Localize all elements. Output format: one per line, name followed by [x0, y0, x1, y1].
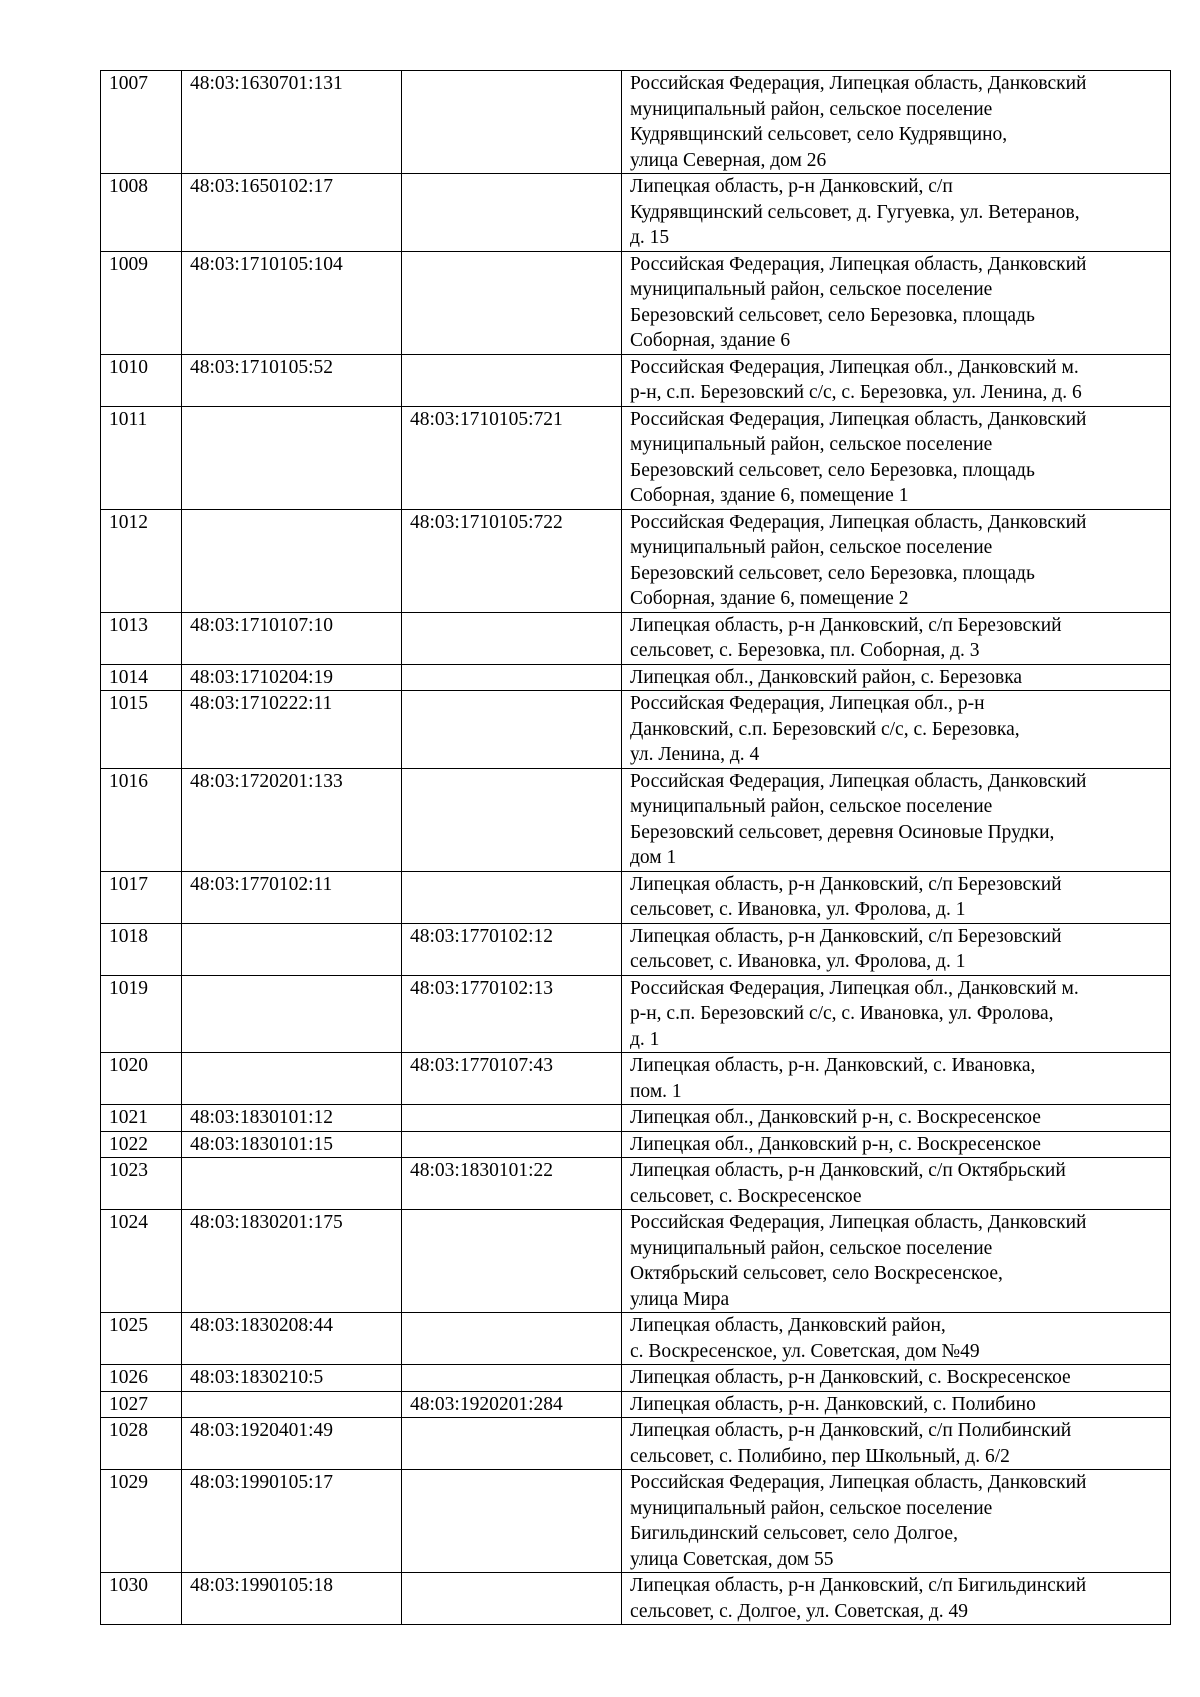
address-cell [622, 1313, 1171, 1365]
table-row [101, 975, 1171, 1053]
row-number: 1012 [101, 509, 182, 612]
cadastral-number-land: 48:03:1830208:44 [182, 1313, 402, 1365]
address-line: Российская Федерация, Липецкая обл., Данковский м. [630, 356, 1079, 378]
table-row [101, 354, 1171, 406]
row-number: 1024 [101, 1210, 182, 1313]
table-row [101, 871, 1171, 923]
cadastral-number-premises: 48:03:1770102:13 [402, 975, 622, 1053]
cadastral-number-land [182, 509, 402, 612]
row-number: 1029 [101, 1470, 182, 1573]
address-line: Российская Федерация, Липецкая область, Данковский [630, 73, 1087, 94]
cadastral-number-land [182, 1053, 402, 1105]
registry-table-body [101, 71, 1171, 1625]
cadastral-number-land [182, 1391, 402, 1418]
table-row [101, 406, 1171, 509]
address-line: улица Мира [630, 1288, 730, 1310]
table-row [101, 691, 1171, 769]
address-cell [622, 975, 1171, 1053]
address-line: д. 1 [630, 1028, 660, 1050]
row-number: 1016 [101, 768, 182, 871]
cadastral-number-land [182, 406, 402, 509]
row-number: 1026 [101, 1365, 182, 1392]
cadastral-number-land: 48:03:1630701:131 [182, 71, 402, 174]
address-line: Липецкая область, р-н Данковский, с/п Березовский [630, 925, 1062, 947]
address-line: д. 15 [630, 227, 670, 248]
cadastral-number-premises [402, 664, 622, 691]
address-line: Российская Федерация, Липецкая область, Данковский [630, 1472, 1087, 1493]
cadastral-number-premises [402, 1365, 622, 1392]
address-line: Липецкая область, р-н Данковский, с/п Бигильдинский [630, 1575, 1087, 1596]
address-line: Российская Федерация, Липецкая обл., Данковский м. [630, 977, 1079, 999]
row-number: 1014 [101, 664, 182, 691]
address-cell [622, 1470, 1171, 1573]
address-line: Липецкая область, Данковский район, [630, 1315, 946, 1336]
cadastral-number-land [182, 1158, 402, 1210]
cadastral-number-premises [402, 691, 622, 769]
address-line: Липецкая обл., Данковский р-н, с. Воскресенское [630, 1133, 1041, 1155]
cadastral-number-premises [402, 251, 622, 354]
table-row [101, 1365, 1171, 1392]
table-row [101, 1573, 1171, 1625]
address-line: сельсовет, с. Воскресенское [630, 1185, 862, 1207]
cadastral-number-land: 48:03:1710105:52 [182, 354, 402, 406]
address-line: Бигильдинский сельсовет, село Долгое, [630, 1523, 958, 1544]
table-row [101, 664, 1171, 691]
address-line: Березовский сельсовет, село Березовка, площадь [630, 304, 1035, 326]
address-line: муниципальный район, сельское поселение [630, 537, 993, 558]
registry-table [100, 70, 1171, 1625]
table-row [101, 1313, 1171, 1365]
row-number: 1020 [101, 1053, 182, 1105]
table-row [101, 1158, 1171, 1210]
row-number: 1015 [101, 691, 182, 769]
address-cell [622, 691, 1171, 769]
address-line: Липецкая область, р-н Данковский, с. Воскресенское [630, 1367, 1071, 1388]
address-line: Липецкая обл., Данковский р-н, с. Воскресенское [630, 1107, 1041, 1128]
address-line: Липецкая область, р-н Данковский, с/п Березовский [630, 614, 1062, 636]
row-number: 1010 [101, 354, 182, 406]
cadastral-number-premises: 48:03:1920201:284 [402, 1391, 622, 1418]
row-number: 1013 [101, 612, 182, 664]
address-line: сельсовет, с. Долгое, ул. Советская, д. 49 [630, 1600, 968, 1622]
address-line: Березовский сельсовет, деревня Осиновые Прудки, [630, 821, 1055, 843]
row-number: 1023 [101, 1158, 182, 1210]
address-line: муниципальный район, сельское поселение [630, 1497, 993, 1519]
address-line: улица Советская, дом 55 [630, 1548, 834, 1570]
address-cell [622, 354, 1171, 406]
row-number: 1030 [101, 1573, 182, 1625]
row-number: 1017 [101, 871, 182, 923]
address-line: Березовский сельсовет, село Березовка, площадь [630, 562, 1035, 584]
cadastral-number-land: 48:03:1650102:17 [182, 174, 402, 252]
cadastral-number-land: 48:03:1830101:15 [182, 1131, 402, 1158]
cadastral-number-land: 48:03:1710204:19 [182, 664, 402, 691]
cadastral-number-premises [402, 612, 622, 664]
cadastral-number-premises [402, 1105, 622, 1132]
address-cell [622, 1158, 1171, 1210]
cadastral-number-premises [402, 354, 622, 406]
address-line: сельсовет, с. Ивановка, ул. Фролова, д. 1 [630, 951, 966, 972]
row-number: 1021 [101, 1105, 182, 1132]
table-row [101, 612, 1171, 664]
address-line: улица Северная, дом 26 [630, 149, 827, 171]
address-line: Российская Федерация, Липецкая обл., р-н [630, 693, 985, 714]
table-row [101, 1391, 1171, 1418]
table-row [101, 1105, 1171, 1132]
table-row [101, 174, 1171, 252]
address-cell [622, 1210, 1171, 1313]
cadastral-number-land [182, 975, 402, 1053]
address-line: Российская Федерация, Липецкая область, Данковский [630, 408, 1087, 430]
cadastral-number-land: 48:03:1830210:5 [182, 1365, 402, 1392]
cadastral-number-premises [402, 1470, 622, 1573]
row-number: 1008 [101, 174, 182, 252]
address-line: Липецкая обл., Данковский район, с. Березовка [630, 666, 1023, 688]
address-line: муниципальный район, сельское поселение [630, 434, 993, 455]
table-row [101, 251, 1171, 354]
row-number: 1027 [101, 1391, 182, 1418]
cadastral-number-premises [402, 871, 622, 923]
cadastral-number-land: 48:03:1830201:175 [182, 1210, 402, 1313]
row-number: 1009 [101, 251, 182, 354]
address-line: Российская Федерация, Липецкая область, Данковский [630, 770, 1087, 792]
cadastral-number-land: 48:03:1770102:11 [182, 871, 402, 923]
document-page [100, 70, 1170, 1625]
table-row [101, 509, 1171, 612]
address-line: р-н, с.п. Березовский с/с, с. Ивановка, ул. Фролова, [630, 1003, 1054, 1024]
cadastral-number-land: 48:03:1990105:17 [182, 1470, 402, 1573]
address-line: ул. Ленина, д. 4 [630, 744, 760, 765]
table-row [101, 923, 1171, 975]
cadastral-number-premises: 48:03:1710105:721 [402, 406, 622, 509]
address-line: Липецкая область, р-н Данковский, с/п Березовский [630, 873, 1062, 895]
address-line: Березовский сельсовет, село Березовка, площадь [630, 459, 1035, 481]
address-line: Российская Федерация, Липецкая область, Данковский [630, 1212, 1087, 1233]
cadastral-number-premises [402, 1573, 622, 1625]
row-number: 1022 [101, 1131, 182, 1158]
address-line: пом. 1 [630, 1080, 682, 1102]
address-line: дом 1 [630, 847, 677, 868]
row-number: 1019 [101, 975, 182, 1053]
address-line: Российская Федерация, Липецкая область, Данковский [630, 511, 1087, 533]
cadastral-number-land [182, 923, 402, 975]
cadastral-number-premises: 48:03:1770107:43 [402, 1053, 622, 1105]
cadastral-number-land: 48:03:1990105:18 [182, 1573, 402, 1625]
address-line: Липецкая область, р-н Данковский, с/п Октябрьский [630, 1160, 1066, 1181]
address-line: Соборная, здание 6, помещение 2 [630, 588, 909, 609]
address-line: Липецкая область, р-н. Данковский, с. Полибино [630, 1393, 1036, 1415]
table-row [101, 1131, 1171, 1158]
address-cell [622, 509, 1171, 612]
table-row [101, 1210, 1171, 1313]
address-line: муниципальный район, сельское поселение [630, 279, 993, 300]
address-cell [622, 871, 1171, 923]
address-cell [622, 1131, 1171, 1158]
cadastral-number-premises: 48:03:1830101:22 [402, 1158, 622, 1210]
address-line: с. Воскресенское, ул. Советская, дом №49 [630, 1340, 980, 1362]
row-number: 1028 [101, 1418, 182, 1470]
address-cell [622, 1053, 1171, 1105]
table-row [101, 768, 1171, 871]
row-number: 1011 [101, 406, 182, 509]
cadastral-number-premises [402, 768, 622, 871]
address-line: муниципальный район, сельское поселение [630, 1237, 993, 1259]
address-line: Липецкая область, р-н Данковский, с/п [630, 176, 953, 197]
cadastral-number-land: 48:03:1710105:104 [182, 251, 402, 354]
table-row [101, 1470, 1171, 1573]
address-line: Липецкая область, р-н Данковский, с/п Полибинский [630, 1420, 1072, 1441]
address-line: сельсовет, с. Ивановка, ул. Фролова, д. 1 [630, 899, 966, 920]
address-cell [622, 612, 1171, 664]
row-number: 1025 [101, 1313, 182, 1365]
address-line: Соборная, здание 6, помещение 1 [630, 485, 909, 506]
address-cell [622, 923, 1171, 975]
address-cell [622, 1365, 1171, 1392]
cadastral-number-land: 48:03:1720201:133 [182, 768, 402, 871]
address-cell [622, 768, 1171, 871]
table-row [101, 1053, 1171, 1105]
table-row [101, 71, 1171, 174]
address-cell [622, 406, 1171, 509]
address-cell [622, 1105, 1171, 1132]
address-line: Данковский, с.п. Березовский с/с, с. Березовка, [630, 718, 1020, 740]
address-cell [622, 251, 1171, 354]
cadastral-number-premises [402, 1131, 622, 1158]
cadastral-number-premises: 48:03:1710105:722 [402, 509, 622, 612]
address-line: р-н, с.п. Березовский с/с, с. Березовка, ул. Ленина, д. 6 [630, 382, 1082, 403]
row-number: 1018 [101, 923, 182, 975]
table-row [101, 1418, 1171, 1470]
cadastral-number-premises [402, 174, 622, 252]
address-cell [622, 664, 1171, 691]
address-line: Октябрьский сельсовет, село Воскресенское, [630, 1263, 1003, 1284]
address-cell [622, 174, 1171, 252]
cadastral-number-land: 48:03:1830101:12 [182, 1105, 402, 1132]
address-line: Кудрявщинский сельсовет, д. Гугуевка, ул. Ветеранов, [630, 201, 1080, 223]
address-cell [622, 71, 1171, 174]
address-line: сельсовет, с. Полибино, пер Школьный, д. 6/2 [630, 1445, 1010, 1467]
address-line: муниципальный район, сельское поселение [630, 796, 993, 817]
address-cell [622, 1418, 1171, 1470]
address-line: сельсовет, с. Березовка, пл. Соборная, д. 3 [630, 640, 980, 661]
cadastral-number-premises [402, 1210, 622, 1313]
cadastral-number-premises [402, 1418, 622, 1470]
address-line: Липецкая область, р-н. Данковский, с. Ивановка, [630, 1055, 1036, 1076]
address-cell [622, 1573, 1171, 1625]
address-line: Российская Федерация, Липецкая область, Данковский [630, 253, 1087, 275]
address-line: муниципальный район, сельское поселение [630, 98, 993, 120]
address-line: Кудрявщинский сельсовет, село Кудрявщино, [630, 124, 1008, 145]
cadastral-number-land: 48:03:1710222:11 [182, 691, 402, 769]
address-cell [622, 1391, 1171, 1418]
cadastral-number-land: 48:03:1920401:49 [182, 1418, 402, 1470]
address-line: Соборная, здание 6 [630, 330, 791, 351]
cadastral-number-land: 48:03:1710107:10 [182, 612, 402, 664]
cadastral-number-premises [402, 1313, 622, 1365]
cadastral-number-premises: 48:03:1770102:12 [402, 923, 622, 975]
cadastral-number-premises [402, 71, 622, 174]
row-number: 1007 [101, 71, 182, 174]
